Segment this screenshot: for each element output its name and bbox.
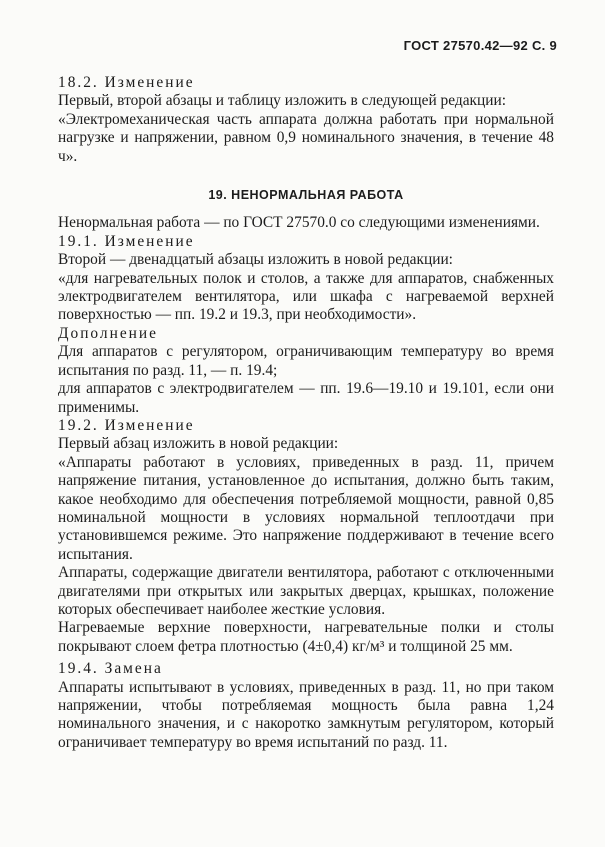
clause-19-1-heading: 19.1. Изменение	[58, 232, 195, 250]
clause-19-2-heading: 19.2. Изменение	[58, 416, 195, 434]
clause-19-1-addition-heading: Дополнение	[58, 324, 158, 342]
clause-19-4-heading: 19.4. Замена	[58, 660, 163, 678]
clause-19-1-paragraph-4: для аппаратов с электродвигателем — пп. 19.6—19.10 и 19.101, если они применимы.	[58, 380, 554, 416]
clause-18-2-heading: 18.2. Изменение	[58, 74, 195, 91]
clause-19-2-paragraph-3: Аппараты, содержащие двигатели вентилятора, работают с отключенными двигателями при открытых или закрытых дверцах, крышках, положение которых обеспечивает наиболее жесткие условия.	[58, 564, 554, 618]
clause-19-2-paragraph-4: Нагреваемые верхние поверхности, нагревательные полки и столы покрывают слоем фетра плотностью (4±0,4) кг/м³ и толщиной 25 мм.	[58, 619, 554, 655]
clause-18-2-paragraph-1: Первый, второй абзацы и таблицу изложить в следующей редакции:	[58, 92, 506, 110]
clause-19-1-paragraph-1: Второй — двенадцатый абзацы изложить в новой редакции:	[58, 251, 453, 269]
section-19-title: 19. НЕНОРМАЛЬНАЯ РАБОТА	[208, 188, 404, 203]
clause-19-1-paragraph-2: «для нагревательных полок и столов, а также для аппаратов, снабженных электродвигателем вентилятора, или шкафа с нагреваемой верхней поверхностью — пп. 19.2 и 19.3, при необходимости».	[58, 269, 554, 324]
clause-18-2-paragraph-2: «Электромеханическая часть аппарата должна работать при нормальной нагрузке и напряжении, равном 0,9 номинального значения, в течение 48 ч».	[58, 110, 554, 165]
section-19-intro: Ненормальная работа — по ГОСТ 27570.0 со следующими изменениями.	[58, 214, 540, 232]
document-body	[58, 74, 554, 752]
clause-19-2-paragraph-2: «Аппараты работают в условиях, приведенных в разд. 11, причем напряжение питания, установленное до испытания, должно быть таким, какое необходимо для обеспечения потребляемой мощности, равной 0,85 номинальной мощности в условиях нормальной теплоотдачи при установившемся режиме. Это напряжение поддерживают в течение всего испытания.	[58, 453, 554, 563]
clause-19-1-paragraph-3: Для аппаратов с регулятором, ограничивающим температуру во время испытания по разд. 11, — п. 19.4;	[58, 343, 554, 379]
clause-19-4-paragraph-1: Аппараты испытывают в условиях, приведенных в разд. 11, но при таком напряжении, чтобы потребляемая мощность была равна 1,24 номинального значения, и с накоротко замкнутым регулятором, который ограничивает температуру во время испытаний по разд. 11.	[58, 678, 554, 751]
running-header: ГОСТ 27570.42—92 С. 9	[403, 38, 557, 53]
clause-19-2-paragraph-1: Первый абзац изложить в новой редакции:	[58, 435, 339, 453]
